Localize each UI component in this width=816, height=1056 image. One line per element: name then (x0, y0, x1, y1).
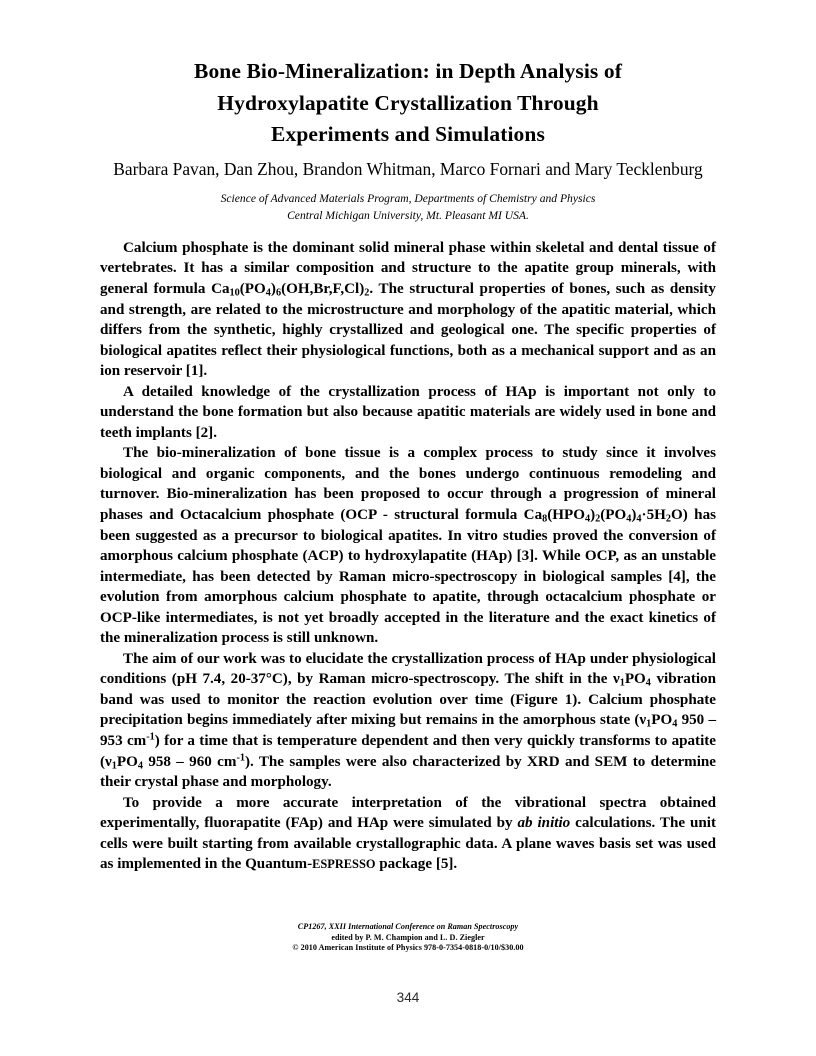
subscript: 4 (265, 287, 271, 299)
text-run: PO (116, 753, 138, 770)
affiliation-line-1: Science of Advanced Materials Program, Departments of Chemistry and Physics (220, 192, 596, 206)
page-title (100, 56, 716, 151)
text-run: ). The samples were also characterized by XRD and SEM to determine their crystal phase and morphology. (100, 753, 716, 791)
text-run: ) (590, 506, 596, 523)
title-line-1: Bone Bio-Mineralization: in Depth Analysis of (194, 59, 622, 83)
text-run: (OH,Br,F,Cl) (281, 280, 365, 297)
footer-copyright: © 2010 American Institute of Physics 978-0-7354-0818-0/10/$30.00 (292, 943, 524, 953)
page-content (100, 56, 716, 875)
text-run: . The structural properties of bones, such as density and strength, are related to the microstructure and morphology of the apatitic material, which differs from the synthetic, highly crystallized and geological one. The specific properties of biological apatites reflect their physiological functions, both as a mechanical support and as an ion reservoir [1]. (100, 280, 716, 380)
text-run: package [5]. (375, 856, 458, 873)
subscript: 4 (645, 677, 651, 689)
subscript: 6 (275, 287, 282, 299)
title-line-3: Experiments and Simulations (271, 122, 545, 147)
footer-conference: CP1267, XXII International Conference on Raman Spectroscopy (297, 922, 519, 931)
superscript: -1 (236, 752, 245, 764)
text-run: (HPO (547, 506, 585, 523)
paragraph-5 (100, 793, 716, 875)
footer-editors: edited by P. M. Champion and L. D. Ziegler (331, 932, 485, 942)
page-footer (0, 922, 816, 954)
body-text (100, 238, 716, 875)
subscript: 1 (646, 718, 652, 730)
subscript: 2 (595, 513, 601, 525)
affiliation-block (100, 191, 716, 224)
text-run: ) for a time that is temperature dependent and then very quickly transforms to apatite (ν (100, 732, 716, 770)
text-run: vibration band was used to monitor the reaction evolution over time (Figure 1). Calcium phosphate precipitation begins immediately after mixing but remains in the amorphous state (ν (100, 671, 716, 729)
text-run: ) (270, 280, 276, 297)
subscript: 1 (619, 677, 625, 689)
text-run: calculations. The unit cells were built starting from available crystallographic data. A plane waves basis set was used as implemented in the Quantum- (100, 815, 716, 873)
text-run: The aim of our work was to elucidate the crystallization process of HAp under physiological conditions (pH 7.4, 20-37°C), by Raman micro-spectroscopy. The shift in the ν (100, 650, 716, 688)
text-run: PO (624, 671, 646, 688)
italic-term: ab initio (517, 815, 571, 832)
paragraph-2: A detailed knowledge of the crystallization process of HAp is important not only to understand the bone formation but also because apatitic materials are widely used in bone and teeth implants [2]. (100, 383, 716, 441)
subscript: 2 (364, 287, 370, 299)
subscript: 2 (665, 513, 671, 525)
subscript: 4 (672, 718, 678, 730)
title-line-2: Hydroxylapatite Crystallization Through (217, 90, 599, 115)
text-run: (PO (600, 506, 627, 523)
paragraph-1 (100, 238, 716, 382)
text-run: O) has been suggested as a precursor to biological apatites. In vitro studies proved the conversion of amorphous calcium phosphate (ACP) to hydroxylapatite (HAp) [3]. While OCP, as an unstable intermediate, has been detected by Raman micro-spectroscopy in biological samples [4], the evolution from amorphous calcium phosphate to apatite, through octacalcium phosphate or OCP-like intermediates, is not yet broadly accepted in the literature and the exact kinetics of the mineralization process is still unknown. (100, 506, 717, 647)
text-run: Calcium phosphate is the dominant solid mineral phase within skeletal and dental tissue of vertebrates. It has a similar composition and structure to the apatite group minerals, with general formula Ca (100, 239, 716, 297)
subscript: 4 (626, 513, 632, 525)
text-run: The bio-mineralization of bone tissue is a complex process to study since it involves biological and organic components, and the bones undergo continuous remodeling and turnover. Bio-mineralization has been proposed to occur through a progression of mineral phases and Octacalcium phosphate (OCP - structural formula Ca (100, 445, 716, 523)
subscript: 4 (137, 759, 143, 771)
subscript: 4 (636, 513, 642, 525)
paragraph-3 (100, 443, 716, 648)
subscript: 8 (542, 513, 548, 525)
superscript: -1 (146, 731, 155, 743)
text-run: PO (651, 712, 673, 729)
paragraph-4 (100, 649, 716, 793)
text-run: (PO (239, 280, 266, 297)
smallcaps-term: ESPRESSO (312, 857, 376, 872)
text-run: 950 – 953 cm (100, 712, 716, 749)
author-list: Barbara Pavan, Dan Zhou, Brandon Whitman, Marco Fornari and Mary Tecklenburg (113, 158, 703, 179)
page-number: 344 (396, 990, 420, 1005)
text-run: ) (631, 506, 637, 523)
affiliation-line-2: Central Michigan University, Mt. Pleasant MI USA. (287, 209, 529, 223)
text-run: 958 – 960 cm (143, 753, 237, 770)
text-run: ·5H (641, 506, 666, 523)
text-run: To provide a more accurate interpretation of the vibrational spectra obtained experimentally, fluorapatite (FAp) and HAp were simulated by (100, 794, 716, 832)
subscript: 10 (229, 287, 240, 299)
subscript: 1 (111, 759, 117, 771)
subscript: 4 (584, 513, 591, 525)
